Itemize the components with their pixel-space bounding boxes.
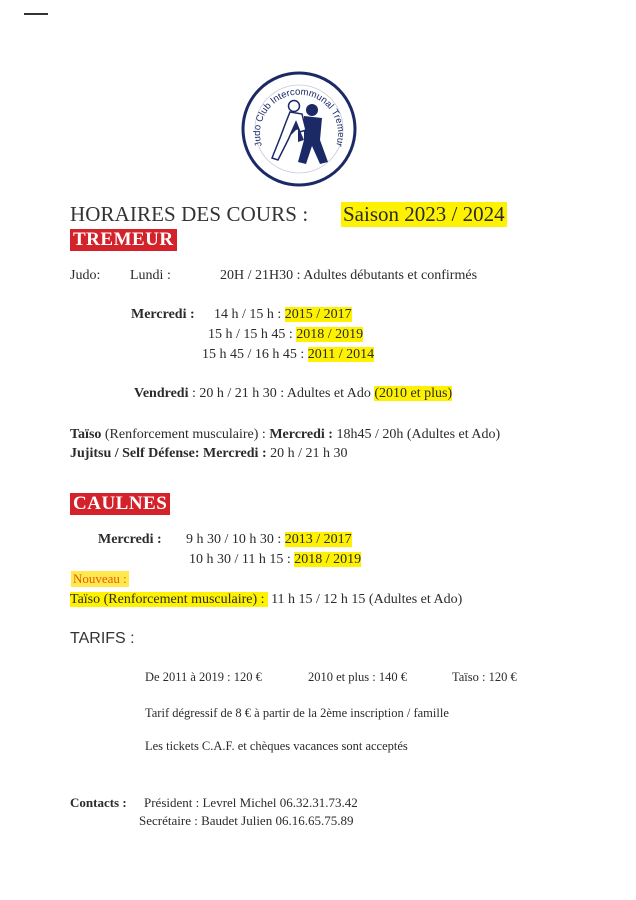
tarif-degressif: Tarif dégressif de 8 € à partir de la 2ème inscription / famille <box>145 706 449 720</box>
taiso-label: Taïso <box>70 427 102 442</box>
schedule-time: 14 h / 15 h : <box>214 307 282 322</box>
schedule-years: 2018 / 2019 <box>294 552 362 567</box>
contacts-label: Contacts : <box>70 795 127 810</box>
club-logo <box>240 70 358 188</box>
taiso-row <box>70 427 500 443</box>
price-item: 2010 et plus : 140 € <box>308 670 407 684</box>
caulnes-taiso-row <box>70 592 462 608</box>
jujitsu-row <box>70 446 348 462</box>
vendredi-day: Vendredi <box>134 386 189 401</box>
schedule-time: 9 h 30 / 10 h 30 : <box>186 532 282 547</box>
contact-secretaire: Secrétaire : Baudet Julien 06.16.65.75.89 <box>139 813 354 828</box>
lundi-day: Lundi : <box>130 268 171 283</box>
logo-text: Judo Club Intercommunal Tremeur <box>251 86 347 148</box>
jujitsu-label: Jujitsu / Self Défense: Mercredi : <box>70 446 267 461</box>
tickets-info: Les tickets C.A.F. et chèques vacances sont acceptés <box>145 739 408 753</box>
schedule-years: 2015 / 2017 <box>284 307 352 322</box>
schedule-row <box>214 307 352 323</box>
vendredi-years: (2010 et plus) <box>374 386 453 401</box>
location-tremeur: TREMEUR <box>70 229 177 251</box>
caulnes-taiso-label: Taïso (Renforcement musculaire) : <box>70 592 268 607</box>
schedule-time: 15 h 45 / 16 h 45 : <box>202 347 305 362</box>
jujitsu-text: 20 h / 21 h 30 <box>270 446 348 461</box>
page-title: HORAIRES DES COURS : <box>70 202 309 226</box>
schedule-years: 2011 / 2014 <box>307 347 375 362</box>
schedule-years: 2013 / 2017 <box>284 532 352 547</box>
caulnes-mercredi-day: Mercredi : <box>98 532 162 547</box>
tarifs-title: TARIFS : <box>70 630 135 647</box>
lundi-text: 20H / 21H30 : Adultes débutants et confirmés <box>220 268 478 283</box>
price-item: Taïso : 120 € <box>452 670 517 684</box>
judo-fighters-logo-icon <box>240 70 358 188</box>
schedule-row <box>186 532 352 548</box>
price-item: De 2011 à 2019 : 120 € <box>145 670 262 684</box>
taiso-text: 18h45 / 20h (Adultes et Ado) <box>336 427 501 442</box>
schedule-time: 10 h 30 / 11 h 15 : <box>189 552 291 567</box>
judo-label: Judo: <box>70 268 101 283</box>
schedule-row <box>189 552 361 568</box>
location-caulnes: CAULNES <box>70 493 170 515</box>
taiso-day: Mercredi : <box>269 427 333 442</box>
schedule-years: 2018 / 2019 <box>296 327 364 342</box>
vendredi-text: : 20 h / 21 h 30 : Adultes et Ado <box>191 386 371 401</box>
schedule-time: 15 h / 15 h 45 : <box>208 327 293 342</box>
schedule-row <box>208 327 363 343</box>
nouveau-badge: Nouveau : <box>73 571 127 586</box>
schedule-row <box>202 347 374 363</box>
contact-president: Président : Levrel Michel 06.32.31.73.42 <box>144 795 358 810</box>
scan-mark <box>24 13 48 15</box>
caulnes-taiso-text: 11 h 15 / 12 h 15 (Adultes et Ado) <box>271 592 463 607</box>
taiso-paren: (Renforcement musculaire) : <box>104 427 266 442</box>
season-badge: Saison 2023 / 2024 <box>343 202 505 226</box>
mercredi-day: Mercredi : <box>131 307 195 322</box>
vendredi-row <box>134 386 452 402</box>
